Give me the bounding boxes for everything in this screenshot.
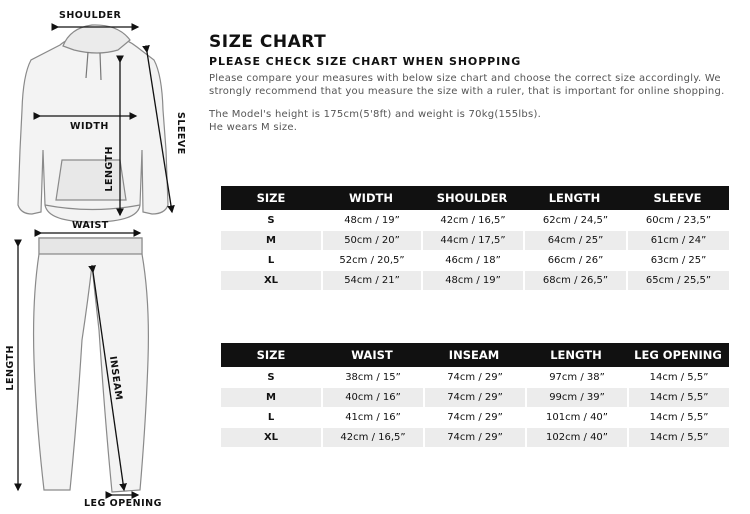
table-cell: 46cm / 18”	[421, 251, 523, 270]
table-cell: 64cm / 25”	[523, 231, 626, 250]
table-cell: 42cm / 16,5”	[321, 428, 423, 447]
table-cell: 14cm / 5,5”	[627, 368, 729, 387]
size-cell: XL	[221, 428, 321, 447]
size-cell: M	[221, 231, 321, 250]
waist-label: WAIST	[72, 220, 109, 231]
table-cell: 74cm / 29”	[423, 388, 525, 407]
header-cell: SHOULDER	[421, 186, 523, 210]
table-cell: 74cm / 29”	[423, 368, 525, 387]
table-header-row	[221, 186, 729, 210]
instructions-paragraph	[209, 73, 725, 98]
width-label: WIDTH	[70, 121, 109, 132]
size-cell: M	[221, 388, 321, 407]
table-cell: 62cm / 24,5”	[523, 211, 626, 230]
header-cell: LENGTH	[525, 343, 627, 367]
instructions-line: strongly recommend that you measure the size with a ruler, that is important for online shopping.	[209, 85, 725, 97]
shoulder-label: SHOULDER	[59, 10, 122, 21]
size-cell: S	[267, 215, 275, 226]
table-row	[221, 271, 729, 290]
table-cell: 97cm / 38”	[525, 368, 627, 387]
table-cell: 42cm / 16,5”	[421, 211, 523, 230]
inseam-label: INSEAM	[106, 355, 125, 402]
model-info-line: The Model's height is 175cm(5'8ft) and weight is 70kg(155lbs).	[209, 109, 542, 120]
table-cell: 68cm / 26,5”	[523, 271, 626, 290]
table-row	[221, 428, 729, 447]
table-cell: 65cm / 25,5”	[626, 271, 729, 290]
table-cell: 102cm / 40”	[525, 428, 627, 447]
header-cell: LENGTH	[523, 186, 626, 210]
size-cell: L	[267, 255, 275, 266]
header-cell: SIZE	[221, 186, 321, 210]
table-cell: 99cm / 39”	[525, 388, 627, 407]
pants-size-table	[221, 342, 729, 448]
leg-opening-label: LEG OPENING	[84, 498, 162, 509]
table-cell: 50cm / 20”	[321, 231, 421, 250]
table-cell: 74cm / 29”	[423, 428, 525, 447]
header-cell: SLEEVE	[626, 186, 729, 210]
header-cell: WAIST	[321, 343, 423, 367]
table-cell: 101cm / 40”	[525, 408, 627, 427]
table-cell: 74cm / 29”	[423, 408, 525, 427]
model-info-line: He wears M size.	[209, 121, 298, 133]
table-cell: 48cm / 19”	[321, 211, 421, 230]
table-cell: 60cm / 23,5”	[626, 211, 729, 230]
table-cell: 48cm / 19”	[421, 271, 523, 290]
table-cell: 38cm / 15”	[321, 368, 423, 387]
hoodie-length-label: LENGTH	[104, 146, 115, 192]
header-cell: SIZE	[221, 343, 321, 367]
table-cell: 14cm / 5,5”	[627, 428, 729, 447]
table-row	[221, 388, 729, 407]
size-cell: L	[267, 412, 275, 423]
table-cell: 54cm / 21”	[321, 271, 421, 290]
header-cell: INSEAM	[423, 343, 525, 367]
garment-illustration	[0, 0, 200, 514]
pants-drawing	[34, 238, 149, 492]
table-cell: 40cm / 16”	[321, 388, 423, 407]
table-cell: 41cm / 16”	[321, 408, 423, 427]
table-row	[221, 251, 729, 270]
table-cell: 61cm / 24”	[626, 231, 729, 250]
table-row	[221, 368, 729, 387]
model-info-paragraph	[209, 109, 541, 134]
header-cell: LEG OPENING	[627, 343, 729, 367]
table-header-row	[221, 343, 729, 367]
sleeve-label: SLEEVE	[175, 112, 186, 155]
page-subtitle: PLEASE CHECK SIZE CHART WHEN SHOPPING	[209, 55, 522, 68]
header-cell: WIDTH	[321, 186, 421, 210]
pants-length-label: LENGTH	[5, 345, 16, 391]
table-cell: 66cm / 26”	[523, 251, 626, 270]
table-row	[221, 211, 729, 230]
page-title: SIZE CHART	[209, 32, 327, 52]
size-cell: XL	[221, 271, 321, 290]
table-cell: 44cm / 17,5”	[421, 231, 523, 250]
table-cell: 14cm / 5,5”	[627, 388, 729, 407]
table-row	[221, 408, 729, 427]
table-row	[221, 231, 729, 250]
table-cell: 14cm / 5,5”	[627, 408, 729, 427]
table-cell: 63cm / 25”	[626, 251, 729, 270]
table-cell: 52cm / 20,5”	[321, 251, 421, 270]
size-cell: S	[267, 372, 275, 383]
hoodie-size-table	[221, 185, 729, 291]
instructions-line: Please compare your measures with below size chart and choose the correct size accordingly. We	[209, 73, 721, 84]
